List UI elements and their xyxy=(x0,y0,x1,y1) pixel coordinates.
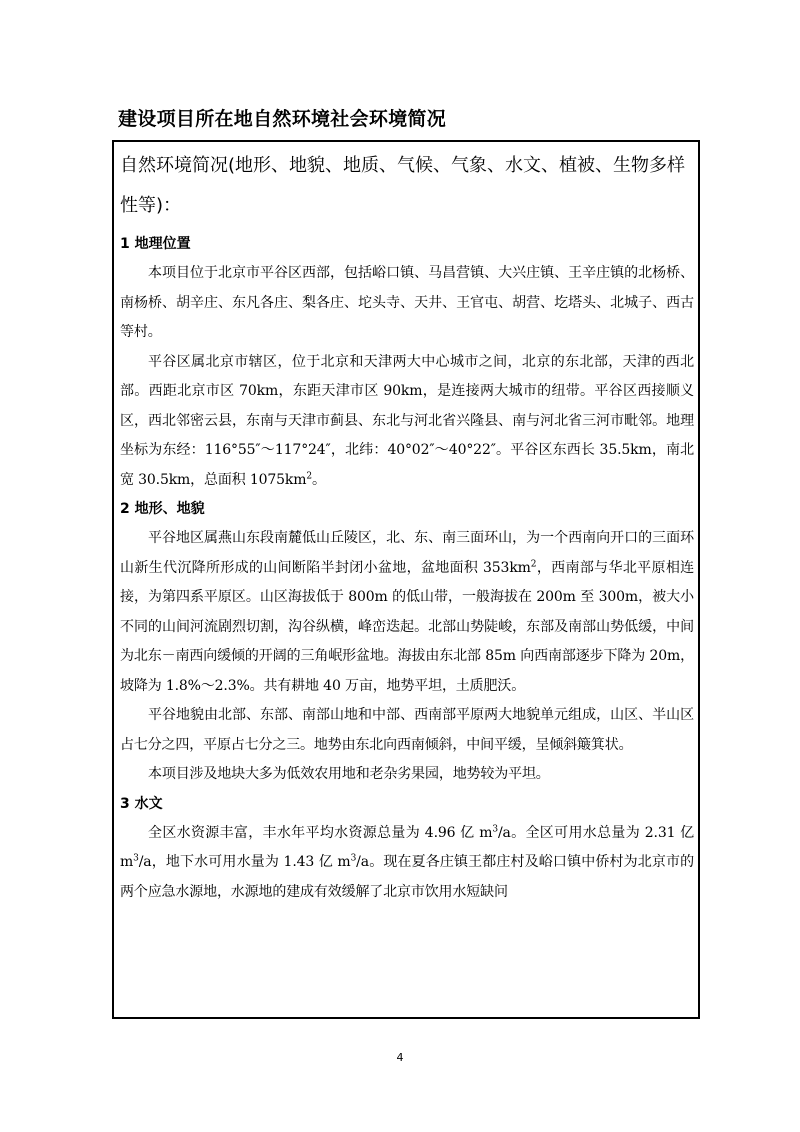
superscript: 3 xyxy=(133,853,139,864)
content-frame xyxy=(112,140,700,1019)
page-number: 4 xyxy=(396,1051,404,1064)
page-heading: 建设项目所在地自然环境社会环境简况 xyxy=(118,108,447,130)
superscript: 2 xyxy=(306,470,312,481)
paragraph-text: 平谷区属北京市辖区，位于北京和天津两大中心城市之间，北京的东北部，天津的西北部。西距北京市区 70km，东距天津市区 90km，是连接两大城市的纽带。平谷区西接顺义区，西北邻密云县，东南与天津市蓟县、东北与河北省兴隆县、南与河北省三河市毗邻。地理坐标为东经：116°55″～117°24″，北纬：40°02″～40°22″。平谷区东西长 35.5km，南北宽 30.5km，总面积 1075km xyxy=(120,353,694,488)
section-heading-location: 1 地理位置 xyxy=(120,236,191,252)
superscript: 3 xyxy=(492,823,498,834)
paragraph-text: ，西南部与华北平原相连接，为第四系平原区。山区海拔低于 800m 的低山带，一般海拔在 200m 至 300m，被大小不同的山间河流剧烈切割，沟谷纵横，峰峦迭起。北部山势陡峻，东部及南部山势低缓，中间为北东－南西向缓倾的开阔的三角岷形盆地。海拔由东北部 85m 向西南部逐步下降为 20m，坡降为 1.8%～2.3%。共有耕地 40 万亩，地势平坦，土质肥沃。 xyxy=(120,559,694,694)
paragraph-hydrology-1 xyxy=(120,819,694,908)
paragraph-terrain-3: 本项目涉及地块大多为低效农用地和老杂劣果园，地势较为平坦。 xyxy=(148,766,550,782)
paragraph-location-2 xyxy=(120,348,694,496)
paragraph-text: /a。全区可用水总量为 2.31 亿 m xyxy=(120,824,694,870)
section-heading-hydrology: 3 水文 xyxy=(120,795,163,812)
paragraph-text: /a。现在夏各庄镇王都庄村及峪口镇中侨村为北京市的两个应急水源地，水源地的建成有效缓解了北京市饮用水短缺问 xyxy=(120,854,694,900)
paragraph-text: 。 xyxy=(311,471,326,488)
paragraph-terrain-1 xyxy=(120,524,694,701)
paragraph-text: 平谷地区属燕山东段南麓低山丘陵区，北、东、南三面环山，为一个西南向开口的三面环山新生代沉降所形成的山间断陷半封闭小盆地，盆地面积 353km xyxy=(120,530,694,576)
paragraph-terrain-2: 平谷地貌由北部、东部、南部山地和中部、西南部平原两大地貌单元组成，山区、半山区占七分之四，平原占七分之三。地势由东北向西南倾斜，中间平缓，呈倾斜簸箕状。 xyxy=(120,707,694,753)
paragraph-text: /a，地下水可用水量为 1.43 亿 m xyxy=(138,854,351,870)
content-body xyxy=(120,230,694,907)
paragraph-text: 全区水资源丰富，丰水年平均水资源总量为 4.96 亿 m xyxy=(148,824,493,841)
frame-title: 自然环境简况(地形、地貌、地质、气候、气象、水文、植被、生物多样性等)： xyxy=(120,155,686,216)
superscript: 2 xyxy=(530,558,537,569)
superscript: 3 xyxy=(350,853,357,864)
section-heading-terrain: 2 地形、地貌 xyxy=(120,501,205,517)
paragraph-location-1: 本项目位于北京市平谷区西部，包括峪口镇、马昌营镇、大兴庄镇、王辛庄镇的北杨桥、南杨桥、胡辛庄、东凡各庄、梨各庄、坨头寺、天井、王官屯、胡营、圪塔头、北城子、西古等村。 xyxy=(120,265,694,340)
